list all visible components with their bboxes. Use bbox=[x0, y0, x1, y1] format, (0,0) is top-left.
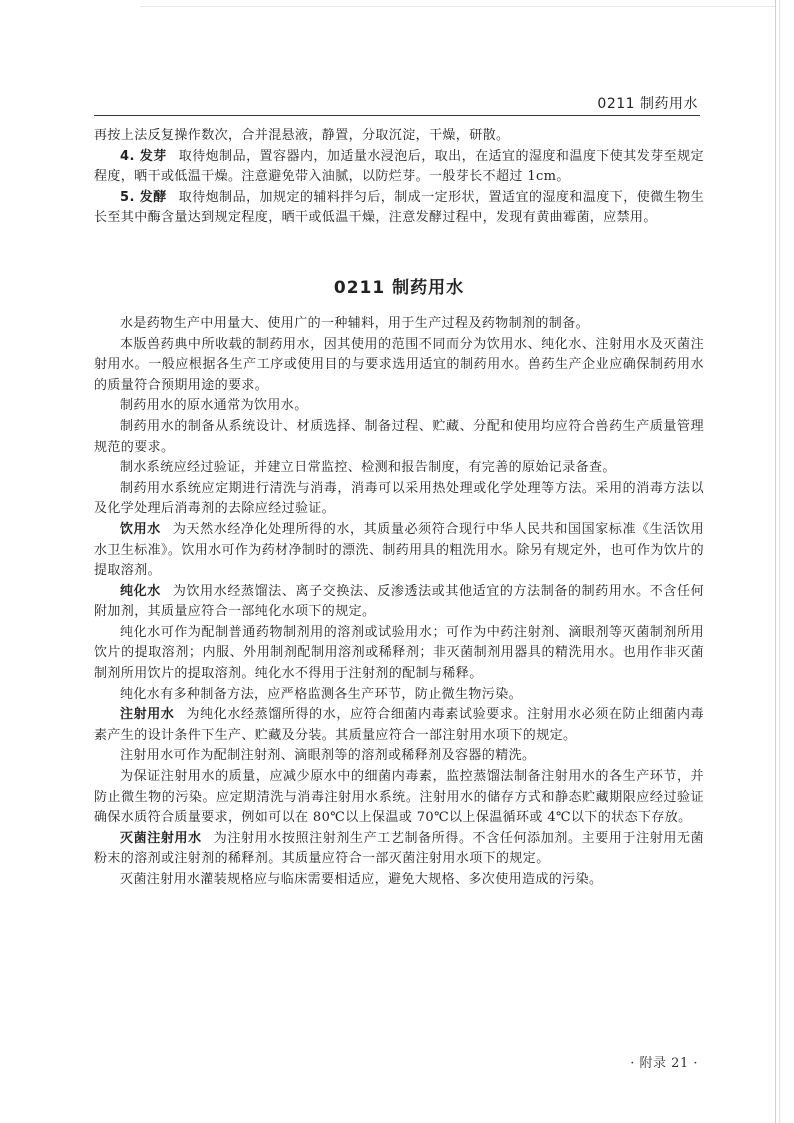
intro-paragraph-4: 制药用水的制备从系统设计、材质选择、制备过程、贮藏、分配和使用均应符合兽药生产质量管理规范的要求。 bbox=[94, 418, 704, 455]
injection-water-text: 为纯化水经蒸馏所得的水，应符合细菌内毒素试验要求。注射用水必须在防止细菌内毒素产生的设计条件下生产、贮藏及分装。其质量应符合一部注射用水项下的规定。 bbox=[94, 707, 704, 743]
fermentation-paragraph bbox=[94, 188, 704, 229]
page-edge bbox=[775, 0, 776, 1123]
purified-water-paragraph-2: 纯化水可作为配制普通药物制剂用的溶剂或试验用水；可作为中药注射剂、滴眼剂等灭菌制剂所用饮片的提取溶剂；内服、外用制剂配制用溶剂或稀释剂；非灭菌制剂用器具的精洗用水。也用作非灭菌制剂所用饮片的提取溶剂。纯化水不得用于注射剂的配制与稀释。 bbox=[94, 624, 704, 682]
intro-paragraph-5: 制水系统应经过验证，并建立日常监控、检测和报告制度，有完善的原始记录备查。 bbox=[120, 460, 616, 476]
drinking-water-paragraph bbox=[94, 520, 704, 582]
running-header: 0211 制药用水 bbox=[597, 96, 698, 112]
intro-paragraph-6: 制药用水系统应定期进行清洗与消毒，消毒可以采用热处理或化学处理等方法。采用的消毒方法以及化学处理后消毒剂的去除应经过验证。 bbox=[94, 480, 704, 517]
purified-water-text: 为饮用水经蒸馏法、离子交换法、反渗透法或其他适宜的方法制备的制药用水。不含任何附加剂，其质量应符合一部纯化水项下的规定。 bbox=[94, 583, 704, 620]
sterile-water-term: 灭菌注射用水 bbox=[120, 830, 202, 846]
intro-paragraph-1: 水是药物生产中用量大、使用广的一种辅料，用于生产过程及药物制剂的制备。 bbox=[120, 315, 590, 331]
intro-paragraph-2: 本版兽药典中所收载的制药用水，因其使用的范围不同而分为饮用水、纯化水、注射用水及灭菌注射用水。一般应根据各生产工序或使用目的与要求选用适宜的制药用水。兽药生产企业应确保制药用水的质量符合预期用途的要求。 bbox=[94, 336, 704, 393]
injection-water-paragraph-3: 为保证注射用水的质量，应减少原水中的细菌内毒素，监控蒸馏法制备注射用水的各生产环节，并防止微生物的污染。应定期清洗与消毒注射用水系统。注射用水的储存方式和静态贮藏期限应经过验证确保水质符合质量要求，例如可以在 80℃以上保温或 70℃以上保温循环或 4℃以下的状态下存放。 bbox=[94, 769, 704, 826]
sterile-water-text: 为注射用水按照注射剂生产工艺制备所得。不含任何添加剂。主要用于注射用无菌粉末的溶剂或注射剂的稀释剂。其质量应符合一部灭菌注射用水项下的规定。 bbox=[94, 830, 704, 867]
injection-water-term: 注射用水 bbox=[120, 707, 175, 723]
drinking-water-term: 饮用水 bbox=[120, 521, 161, 537]
purified-water-paragraph-3: 纯化水有多种制备方法，应严格监测各生产环节，防止微生物污染。 bbox=[120, 686, 523, 702]
page-number: · 附录 21 · bbox=[630, 1056, 698, 1071]
sterile-water-paragraph-2: 灭菌注射用水灌装规格应与临床需要相适应，避免大规格、多次使用造成的污染。 bbox=[120, 872, 603, 887]
page-body bbox=[94, 126, 704, 891]
scan-top-edge bbox=[140, 6, 776, 7]
fermentation-term: 5. 发酵 bbox=[120, 189, 167, 205]
continuation-paragraph: 再按上法反复操作数次，合并混悬液，静置，分取沉淀，干燥，研散。 bbox=[94, 128, 510, 143]
injection-water-paragraph-2: 注射用水可作为配制注射剂、滴眼剂等的溶剂或稀释剂及容器的精洗。 bbox=[120, 748, 536, 764]
injection-water-paragraph bbox=[94, 705, 704, 746]
purified-water-term: 纯化水 bbox=[120, 583, 161, 599]
purified-water-paragraph bbox=[94, 582, 704, 623]
sterile-water-paragraph bbox=[94, 829, 704, 870]
intro-paragraph-3: 制药用水的原水通常为饮用水。 bbox=[120, 398, 308, 414]
sprouting-term: 4. 发芽 bbox=[120, 148, 167, 164]
section-title: 0211 制药用水 bbox=[333, 277, 465, 298]
header-rule bbox=[94, 115, 700, 116]
sprouting-text: 取待炮制品，置容器内，加适量水浸泡后，取出，在适宜的湿度和温度下使其发芽至规定程度，晒干或低温干燥。注意避免带入油腻，以防烂芽。一般芽长不超过 1cm。 bbox=[94, 148, 704, 185]
drinking-water-text: 为天然水经净化处理所得的水，其质量必须符合现行中华人民共和国国家标准《生活饮用水卫生标准》。饮用水可作为药材净制时的漂洗、制药用具的粗洗用水。除另有规定外，也可作为饮片的提取溶剂。 bbox=[94, 521, 704, 579]
sprouting-paragraph bbox=[94, 147, 704, 188]
page-edge-shadow bbox=[779, 0, 780, 1123]
fermentation-text: 取待炮制品，加规定的辅料拌匀后，制成一定形状，置适宜的湿度和温度下，使微生物生长至其中酶含量达到规定程度，晒干或低温干燥，注意发酵过程中，发现有黄曲霉菌，应禁用。 bbox=[94, 189, 704, 226]
